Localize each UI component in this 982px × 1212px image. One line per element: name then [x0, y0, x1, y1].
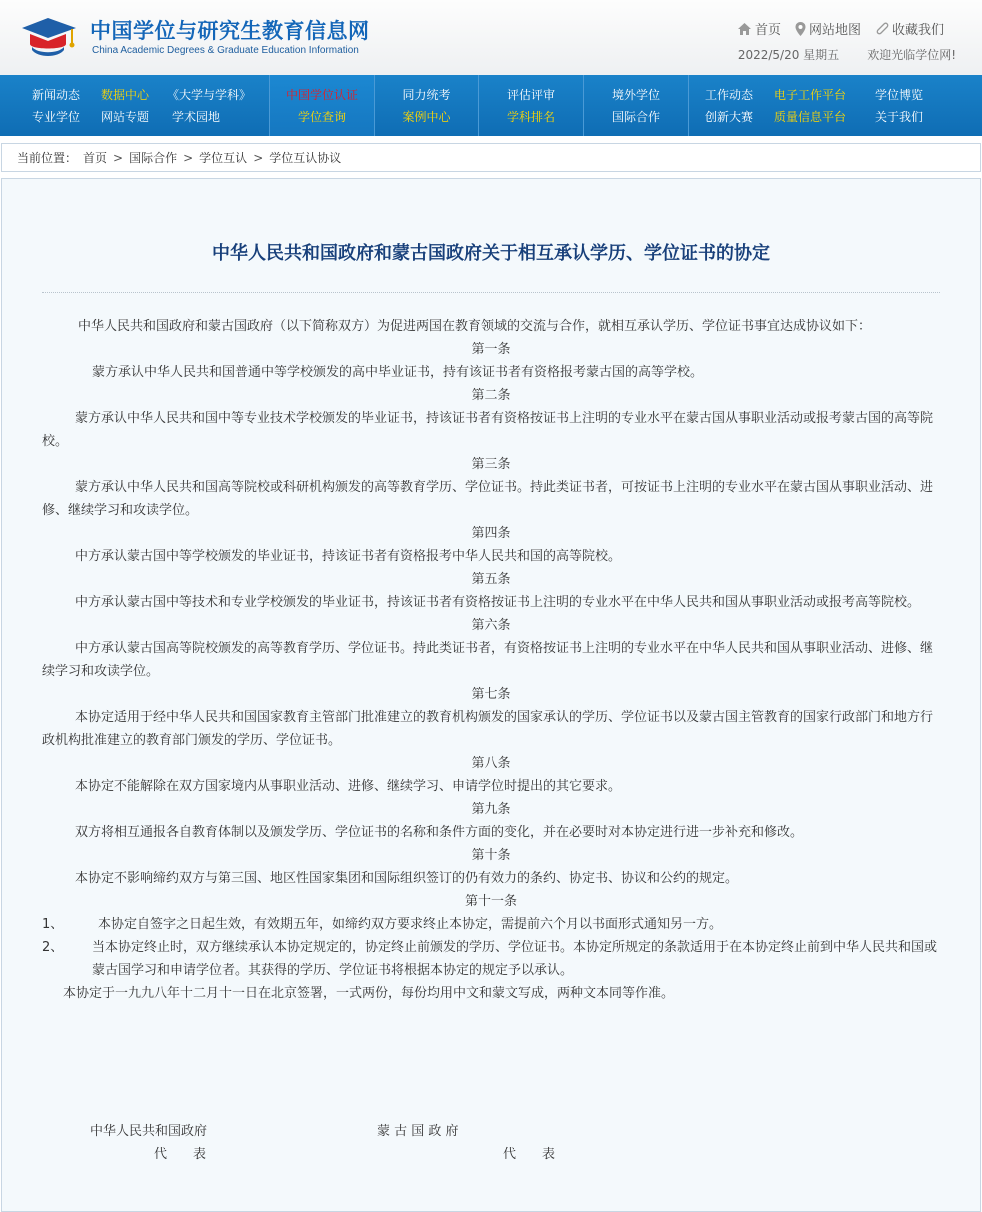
article-10-heading: 第十条	[471, 848, 511, 863]
nav-international-cooperation[interactable]: 国际合作	[611, 110, 660, 125]
site-subtitle: China Academic Degrees & Graduate Education Information	[92, 45, 359, 56]
item-number: 2、	[42, 940, 64, 955]
article-2-text: 蒙方承认中华人民共和国中等专业技术学校颁发的毕业证书，持该证书者有资格按证书上注明的专业水平在蒙古国从事职业活动或报考蒙古国的高等院校。	[42, 411, 934, 449]
signature-china-representative: 代 表	[154, 1147, 207, 1162]
article-11-item-1	[42, 913, 940, 936]
welcome-text: 欢迎光临学位网!	[867, 48, 956, 62]
nav-group-3	[375, 75, 479, 136]
article-11-item-2	[42, 936, 940, 982]
nav-about-us[interactable]: 关于我们	[875, 110, 924, 125]
article-2-heading: 第二条	[471, 388, 511, 403]
nav-academic-garden[interactable]: 学术园地	[172, 110, 221, 125]
article-10-text: 本协定不影响缔约双方与第三国、地区性国家集团和国际组织签订的仍有效力的条约、协定书、协议和公约的规定。	[75, 871, 739, 886]
title-divider	[42, 292, 940, 293]
nav-degree-query[interactable]: 学位查询	[297, 110, 346, 125]
nav-work-news[interactable]: 工作动态	[705, 87, 754, 102]
nav-case-center[interactable]: 案例中心	[402, 110, 451, 125]
article-body	[42, 315, 940, 1005]
signature-china-government: 中华人民共和国政府	[90, 1124, 208, 1139]
sitemap-link-label: 网站地图	[808, 23, 861, 38]
home-link-label: 首页	[754, 23, 781, 38]
main-nav	[0, 75, 982, 136]
nav-group-2	[270, 75, 375, 136]
sitemap-link[interactable]	[795, 19, 861, 38]
nav-group-6	[689, 75, 982, 136]
article-6-heading: 第六条	[471, 618, 511, 633]
nav-group-5	[584, 75, 689, 136]
article-5-heading: 第五条	[471, 572, 511, 587]
breadcrumb-home[interactable]: 首页	[83, 151, 108, 165]
nav-university-discipline[interactable]: 《大学与学科》	[167, 87, 252, 102]
article-8-text: 本协定不能解除在双方国家境内从事职业活动、进修、继续学习、申请学位时提出的其它要求。	[75, 779, 622, 794]
item-number: 1、	[42, 917, 64, 932]
breadcrumb-agreements[interactable]: 学位互认协议	[269, 151, 342, 165]
breadcrumb-prefix: 当前位置：	[17, 151, 78, 165]
site-title[interactable]: 中国学位与研究生教育信息网	[90, 19, 370, 43]
article-1-heading: 第一条	[471, 342, 511, 357]
article-7-heading: 第七条	[471, 687, 511, 702]
nav-group-1	[0, 75, 270, 136]
nav-e-work-platform[interactable]: 电子工作平台	[774, 87, 847, 102]
nav-news[interactable]: 新闻动态	[32, 87, 81, 102]
article-11-heading: 第十一条	[464, 894, 517, 909]
article-4-heading: 第四条	[471, 526, 511, 541]
intro-paragraph: 中华人民共和国政府和蒙古国政府（以下简称双方）为促进两国在教育领域的交流与合作，就相互承认学历、学位证书事宜达成协议如下：	[78, 319, 872, 334]
nav-quality-platform[interactable]: 质量信息平台	[774, 110, 847, 125]
signature-mongolia-government: 蒙 古 国 政 府	[377, 1124, 459, 1139]
top-links	[737, 19, 944, 38]
chevron-right-icon: >	[183, 150, 194, 165]
nav-group-4	[479, 75, 584, 136]
mortarboard-logo-icon[interactable]	[18, 14, 80, 62]
favorite-link-label: 收藏我们	[891, 23, 944, 38]
article-panel	[1, 178, 981, 1212]
closing-paragraph: 本协定于一九九八年十二月十一日在北京签署，一式两份，每份均用中文和蒙文写成，两种文本同等作准。	[63, 986, 675, 1001]
nav-overseas-degree[interactable]: 境外学位	[611, 87, 660, 102]
chevron-right-icon: >	[113, 150, 124, 165]
location-pin-icon	[795, 22, 806, 36]
nav-special-topics[interactable]: 网站专题	[101, 110, 150, 125]
article-4-text: 中方承认蒙古国中等学校颁发的毕业证书，持该证书者有资格报考中华人民共和国的高等院校。	[75, 549, 622, 564]
article-3-text: 蒙方承认中华人民共和国高等院校或科研机构颁发的高等教育学历、学位证书。持此类证书者，可按证书上注明的专业水平在蒙古国从事职业活动、进修、继续学习和攻读学位。	[42, 480, 934, 518]
article-7-text: 本协定适用于经中华人民共和国国家教育主管部门批准建立的教育机构颁发的国家承认的学历、学位证书以及蒙古国主管教育的国家行政部门和地方行政机构批准建立的教育部门颁发的学历、学位证书。	[42, 710, 934, 748]
current-date: 2022/5/20 星期五	[737, 48, 840, 62]
item-text: 当本协定终止时，双方继续承认本协定规定的，协定终止前颁发的学历、学位证书。本协定所规定的条款适用于在本协定终止前到中华人民共和国或蒙古国学习和申请学位者。其获得的学历、学位证书将根据本协定的规定予以承认。	[92, 940, 938, 978]
favorite-link[interactable]	[875, 19, 944, 38]
article-8-heading: 第八条	[471, 756, 511, 771]
nav-data-center[interactable]: 数据中心	[101, 87, 150, 102]
article-9-heading: 第九条	[471, 802, 511, 817]
nav-degree-expo[interactable]: 学位博览	[875, 87, 924, 102]
breadcrumb-international[interactable]: 国际合作	[129, 151, 178, 165]
article-9-text: 双方将相互通报各自教育体制以及颁发学历、学位证书的名称和条件方面的变化，并在必要时对本协定进行进一步补充和修改。	[75, 825, 804, 840]
date-welcome	[738, 46, 956, 63]
signature-mongolia-representative: 代 表	[503, 1147, 556, 1162]
item-text: 本协定自签字之日起生效，有效期五年，如缔约双方要求终止本协定，需提前六个月以书面形式通知另一方。	[98, 917, 723, 932]
home-icon	[737, 22, 752, 36]
article-3-heading: 第三条	[471, 457, 511, 472]
article-1-text: 蒙方承认中华人民共和国普通中等学校颁发的高中毕业证书，持有该证书者有资格报考蒙古国的高等学校。	[92, 365, 704, 380]
nav-innovation-contest[interactable]: 创新大赛	[705, 110, 754, 125]
home-link[interactable]	[737, 19, 781, 38]
breadcrumb	[1, 143, 981, 172]
nav-degree-certification[interactable]: 中国学位认证	[285, 87, 358, 102]
nav-discipline-ranking[interactable]: 学科排名	[506, 110, 555, 125]
article-title: 中华人民共和国政府和蒙古国政府关于相互承认学历、学位证书的协定	[212, 243, 770, 264]
breadcrumb-mutual-recognition[interactable]: 学位互认	[199, 151, 248, 165]
nav-unified-exam[interactable]: 同力统考	[402, 87, 451, 102]
article-6-text: 中方承认蒙古国高等院校颁发的高等教育学历、学位证书。持此类证书者，有资格按证书上注明的专业水平在中华人民共和国从事职业活动、进修、继续学习和攻读学位。	[42, 641, 934, 679]
chevron-right-icon: >	[253, 150, 264, 165]
nav-evaluation[interactable]: 评估评审	[506, 87, 555, 102]
paperclip-icon	[875, 22, 889, 36]
article-5-text: 中方承认蒙古国中等技术和专业学校颁发的毕业证书，持该证书者有资格按证书上注明的专业水平在中华人民共和国从事职业活动或报考高等院校。	[75, 595, 921, 610]
nav-professional-degree[interactable]: 专业学位	[32, 110, 81, 125]
site-header	[0, 0, 982, 75]
